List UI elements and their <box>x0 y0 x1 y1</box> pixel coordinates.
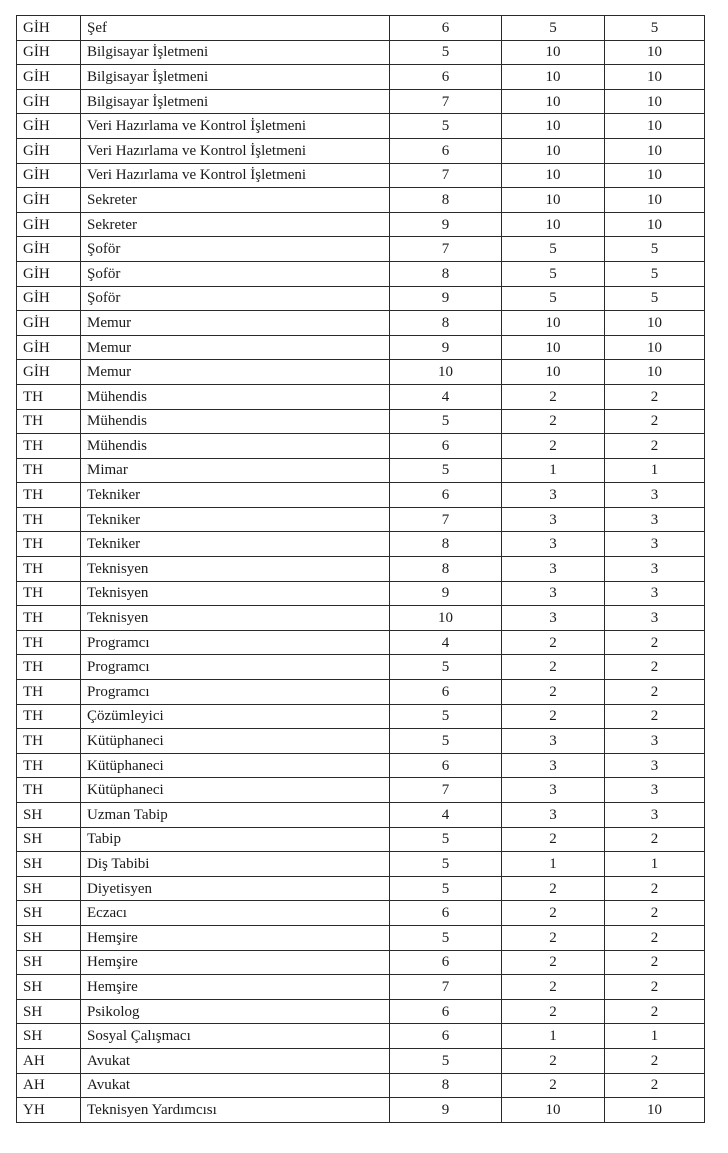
table-row <box>17 1024 705 1049</box>
table-row <box>17 827 705 852</box>
grade-cell: 8 <box>390 188 502 213</box>
service-class-cell: TH <box>17 581 81 606</box>
count-a-cell: 3 <box>502 557 605 582</box>
service-class-cell: TH <box>17 434 81 459</box>
service-class-cell: TH <box>17 483 81 508</box>
count-b-cell: 2 <box>605 999 705 1024</box>
count-b-cell: 1 <box>605 852 705 877</box>
service-class-cell: GİH <box>17 188 81 213</box>
title-cell: Hemşire <box>81 950 390 975</box>
service-class-cell: GİH <box>17 335 81 360</box>
table-row <box>17 950 705 975</box>
title-cell: Tekniker <box>81 507 390 532</box>
grade-cell: 7 <box>390 163 502 188</box>
count-a-cell: 1 <box>502 458 605 483</box>
table-row <box>17 335 705 360</box>
count-a-cell: 10 <box>502 212 605 237</box>
title-cell: Veri Hazırlama ve Kontrol İşletmeni <box>81 114 390 139</box>
grade-cell: 5 <box>390 458 502 483</box>
grade-cell: 4 <box>390 630 502 655</box>
grade-cell: 4 <box>390 384 502 409</box>
title-cell: Avukat <box>81 1073 390 1098</box>
title-cell: Bilgisayar İşletmeni <box>81 40 390 65</box>
title-cell: Teknisyen <box>81 557 390 582</box>
count-b-cell: 3 <box>605 606 705 631</box>
table-row <box>17 483 705 508</box>
grade-cell: 7 <box>390 89 502 114</box>
grade-cell: 9 <box>390 335 502 360</box>
service-class-cell: GİH <box>17 163 81 188</box>
count-b-cell: 10 <box>605 40 705 65</box>
service-class-cell: TH <box>17 507 81 532</box>
count-a-cell: 2 <box>502 876 605 901</box>
service-class-cell: GİH <box>17 360 81 385</box>
title-cell: Bilgisayar İşletmeni <box>81 89 390 114</box>
count-b-cell: 3 <box>605 532 705 557</box>
title-cell: Şef <box>81 16 390 41</box>
table-row <box>17 975 705 1000</box>
title-cell: Çözümleyici <box>81 704 390 729</box>
count-b-cell: 3 <box>605 483 705 508</box>
grade-cell: 6 <box>390 1024 502 1049</box>
table-row <box>17 704 705 729</box>
grade-cell: 7 <box>390 975 502 1000</box>
service-class-cell: GİH <box>17 286 81 311</box>
grade-cell: 8 <box>390 311 502 336</box>
count-b-cell: 2 <box>605 827 705 852</box>
service-class-cell: TH <box>17 606 81 631</box>
count-a-cell: 10 <box>502 335 605 360</box>
count-a-cell: 3 <box>502 532 605 557</box>
count-b-cell: 1 <box>605 1024 705 1049</box>
service-class-cell: GİH <box>17 114 81 139</box>
grade-cell: 6 <box>390 483 502 508</box>
table-row <box>17 876 705 901</box>
title-cell: Memur <box>81 360 390 385</box>
count-b-cell: 10 <box>605 188 705 213</box>
title-cell: Teknisyen <box>81 606 390 631</box>
service-class-cell: YH <box>17 1098 81 1123</box>
grade-cell: 5 <box>390 40 502 65</box>
title-cell: Tabip <box>81 827 390 852</box>
count-a-cell: 2 <box>502 384 605 409</box>
count-a-cell: 2 <box>502 950 605 975</box>
count-b-cell: 5 <box>605 16 705 41</box>
title-cell: Eczacı <box>81 901 390 926</box>
title-cell: Şoför <box>81 237 390 262</box>
count-a-cell: 2 <box>502 827 605 852</box>
service-class-cell: GİH <box>17 138 81 163</box>
service-class-cell: GİH <box>17 65 81 90</box>
grade-cell: 6 <box>390 753 502 778</box>
service-class-cell: TH <box>17 778 81 803</box>
title-cell: Teknisyen <box>81 581 390 606</box>
count-a-cell: 1 <box>502 1024 605 1049</box>
count-a-cell: 10 <box>502 40 605 65</box>
grade-cell: 9 <box>390 286 502 311</box>
grade-cell: 6 <box>390 680 502 705</box>
grade-cell: 8 <box>390 261 502 286</box>
table-row <box>17 680 705 705</box>
title-cell: Tekniker <box>81 532 390 557</box>
title-cell: Mühendis <box>81 409 390 434</box>
title-cell: Mühendis <box>81 384 390 409</box>
count-b-cell: 10 <box>605 163 705 188</box>
table-row <box>17 581 705 606</box>
count-a-cell: 2 <box>502 704 605 729</box>
grade-cell: 5 <box>390 925 502 950</box>
table-row <box>17 901 705 926</box>
count-b-cell: 2 <box>605 876 705 901</box>
grade-cell: 6 <box>390 65 502 90</box>
count-a-cell: 10 <box>502 311 605 336</box>
title-cell: Mimar <box>81 458 390 483</box>
service-class-cell: TH <box>17 630 81 655</box>
count-b-cell: 2 <box>605 975 705 1000</box>
grade-cell: 6 <box>390 138 502 163</box>
table-row <box>17 188 705 213</box>
grade-cell: 10 <box>390 360 502 385</box>
count-a-cell: 2 <box>502 680 605 705</box>
grade-cell: 9 <box>390 581 502 606</box>
service-class-cell: TH <box>17 753 81 778</box>
service-class-cell: SH <box>17 999 81 1024</box>
title-cell: Veri Hazırlama ve Kontrol İşletmeni <box>81 138 390 163</box>
table-row <box>17 138 705 163</box>
table-row <box>17 729 705 754</box>
grade-cell: 6 <box>390 950 502 975</box>
table-row <box>17 163 705 188</box>
count-b-cell: 2 <box>605 1048 705 1073</box>
table-row <box>17 507 705 532</box>
count-b-cell: 3 <box>605 803 705 828</box>
count-b-cell: 2 <box>605 1073 705 1098</box>
table-row <box>17 434 705 459</box>
service-class-cell: GİH <box>17 89 81 114</box>
title-cell: Sekreter <box>81 212 390 237</box>
service-class-cell: TH <box>17 704 81 729</box>
count-a-cell: 1 <box>502 852 605 877</box>
service-class-cell: AH <box>17 1048 81 1073</box>
grade-cell: 7 <box>390 237 502 262</box>
count-a-cell: 5 <box>502 286 605 311</box>
count-a-cell: 2 <box>502 975 605 1000</box>
table-row <box>17 114 705 139</box>
grade-cell: 7 <box>390 778 502 803</box>
count-b-cell: 3 <box>605 778 705 803</box>
count-b-cell: 10 <box>605 212 705 237</box>
grade-cell: 5 <box>390 852 502 877</box>
service-class-cell: GİH <box>17 311 81 336</box>
count-a-cell: 5 <box>502 237 605 262</box>
title-cell: Teknisyen Yardımcısı <box>81 1098 390 1123</box>
table-row <box>17 999 705 1024</box>
title-cell: Şoför <box>81 286 390 311</box>
count-a-cell: 2 <box>502 1048 605 1073</box>
title-cell: Diş Tabibi <box>81 852 390 877</box>
count-b-cell: 2 <box>605 901 705 926</box>
service-class-cell: TH <box>17 409 81 434</box>
count-b-cell: 10 <box>605 1098 705 1123</box>
title-cell: Kütüphaneci <box>81 729 390 754</box>
grade-cell: 4 <box>390 803 502 828</box>
service-class-cell: GİH <box>17 16 81 41</box>
count-a-cell: 10 <box>502 138 605 163</box>
service-class-cell: SH <box>17 901 81 926</box>
title-cell: Programcı <box>81 630 390 655</box>
count-b-cell: 2 <box>605 434 705 459</box>
title-cell: Diyetisyen <box>81 876 390 901</box>
service-class-cell: SH <box>17 950 81 975</box>
service-class-cell: AH <box>17 1073 81 1098</box>
grade-cell: 5 <box>390 876 502 901</box>
count-b-cell: 5 <box>605 261 705 286</box>
grade-cell: 6 <box>390 901 502 926</box>
table-row <box>17 655 705 680</box>
title-cell: Kütüphaneci <box>81 753 390 778</box>
grade-cell: 6 <box>390 999 502 1024</box>
table-row <box>17 630 705 655</box>
grade-cell: 6 <box>390 16 502 41</box>
service-class-cell: TH <box>17 557 81 582</box>
count-a-cell: 3 <box>502 729 605 754</box>
count-b-cell: 10 <box>605 335 705 360</box>
service-class-cell: TH <box>17 729 81 754</box>
grade-cell: 5 <box>390 704 502 729</box>
service-class-cell: GİH <box>17 40 81 65</box>
service-class-cell: TH <box>17 680 81 705</box>
title-cell: Hemşire <box>81 925 390 950</box>
table-row <box>17 237 705 262</box>
count-b-cell: 3 <box>605 753 705 778</box>
count-a-cell: 10 <box>502 1098 605 1123</box>
count-b-cell: 3 <box>605 557 705 582</box>
grade-cell: 5 <box>390 827 502 852</box>
count-b-cell: 2 <box>605 409 705 434</box>
service-class-cell: GİH <box>17 237 81 262</box>
count-a-cell: 2 <box>502 1073 605 1098</box>
table-row <box>17 261 705 286</box>
count-a-cell: 10 <box>502 163 605 188</box>
table-row <box>17 1073 705 1098</box>
title-cell: Programcı <box>81 680 390 705</box>
table-row <box>17 925 705 950</box>
grade-cell: 10 <box>390 606 502 631</box>
grade-cell: 7 <box>390 507 502 532</box>
table-row <box>17 458 705 483</box>
table-row <box>17 212 705 237</box>
count-a-cell: 10 <box>502 188 605 213</box>
count-b-cell: 2 <box>605 655 705 680</box>
service-class-cell: GİH <box>17 212 81 237</box>
service-class-cell: TH <box>17 532 81 557</box>
count-b-cell: 2 <box>605 680 705 705</box>
count-a-cell: 10 <box>502 360 605 385</box>
title-cell: Sosyal Çalışmacı <box>81 1024 390 1049</box>
title-cell: Tekniker <box>81 483 390 508</box>
count-b-cell: 10 <box>605 138 705 163</box>
count-a-cell: 3 <box>502 483 605 508</box>
table-row <box>17 1048 705 1073</box>
grade-cell: 5 <box>390 114 502 139</box>
title-cell: Avukat <box>81 1048 390 1073</box>
title-cell: Hemşire <box>81 975 390 1000</box>
title-cell: Mühendis <box>81 434 390 459</box>
count-b-cell: 10 <box>605 65 705 90</box>
grade-cell: 8 <box>390 532 502 557</box>
table-row <box>17 803 705 828</box>
grade-cell: 5 <box>390 655 502 680</box>
table-row <box>17 65 705 90</box>
grade-cell: 9 <box>390 1098 502 1123</box>
count-b-cell: 10 <box>605 89 705 114</box>
service-class-cell: SH <box>17 876 81 901</box>
count-b-cell: 10 <box>605 114 705 139</box>
service-class-cell: SH <box>17 852 81 877</box>
grade-cell: 5 <box>390 1048 502 1073</box>
table-row <box>17 532 705 557</box>
count-a-cell: 2 <box>502 901 605 926</box>
service-class-cell: TH <box>17 655 81 680</box>
title-cell: Psikolog <box>81 999 390 1024</box>
table-row <box>17 40 705 65</box>
grade-cell: 8 <box>390 557 502 582</box>
count-b-cell: 3 <box>605 581 705 606</box>
count-a-cell: 2 <box>502 925 605 950</box>
title-cell: Programcı <box>81 655 390 680</box>
count-a-cell: 5 <box>502 261 605 286</box>
table-row <box>17 753 705 778</box>
service-class-cell: GİH <box>17 261 81 286</box>
title-cell: Kütüphaneci <box>81 778 390 803</box>
count-a-cell: 5 <box>502 16 605 41</box>
title-cell: Sekreter <box>81 188 390 213</box>
count-a-cell: 3 <box>502 606 605 631</box>
table-row <box>17 16 705 41</box>
count-b-cell: 2 <box>605 384 705 409</box>
table-row <box>17 311 705 336</box>
count-b-cell: 2 <box>605 950 705 975</box>
table-row <box>17 89 705 114</box>
count-b-cell: 2 <box>605 630 705 655</box>
count-b-cell: 2 <box>605 704 705 729</box>
table-row <box>17 778 705 803</box>
staff-position-table <box>16 15 705 1123</box>
count-b-cell: 2 <box>605 925 705 950</box>
service-class-cell: TH <box>17 458 81 483</box>
count-a-cell: 3 <box>502 753 605 778</box>
count-a-cell: 2 <box>502 409 605 434</box>
table-row <box>17 286 705 311</box>
count-a-cell: 2 <box>502 434 605 459</box>
title-cell: Şoför <box>81 261 390 286</box>
count-a-cell: 3 <box>502 803 605 828</box>
count-b-cell: 10 <box>605 311 705 336</box>
service-class-cell: TH <box>17 384 81 409</box>
title-cell: Veri Hazırlama ve Kontrol İşletmeni <box>81 163 390 188</box>
count-b-cell: 3 <box>605 507 705 532</box>
count-a-cell: 2 <box>502 630 605 655</box>
table-body <box>17 16 705 1123</box>
count-a-cell: 2 <box>502 999 605 1024</box>
table-row <box>17 384 705 409</box>
table-row <box>17 852 705 877</box>
grade-cell: 8 <box>390 1073 502 1098</box>
title-cell: Memur <box>81 311 390 336</box>
table-row <box>17 409 705 434</box>
table-row <box>17 360 705 385</box>
grade-cell: 6 <box>390 434 502 459</box>
count-b-cell: 10 <box>605 360 705 385</box>
document-page <box>16 15 704 1123</box>
grade-cell: 5 <box>390 729 502 754</box>
service-class-cell: SH <box>17 803 81 828</box>
count-a-cell: 10 <box>502 89 605 114</box>
count-a-cell: 2 <box>502 655 605 680</box>
count-a-cell: 3 <box>502 778 605 803</box>
table-row <box>17 557 705 582</box>
title-cell: Uzman Tabip <box>81 803 390 828</box>
title-cell: Bilgisayar İşletmeni <box>81 65 390 90</box>
service-class-cell: SH <box>17 925 81 950</box>
grade-cell: 5 <box>390 409 502 434</box>
table-row <box>17 1098 705 1123</box>
service-class-cell: SH <box>17 975 81 1000</box>
count-a-cell: 10 <box>502 114 605 139</box>
service-class-cell: SH <box>17 827 81 852</box>
title-cell: Memur <box>81 335 390 360</box>
count-b-cell: 5 <box>605 286 705 311</box>
count-a-cell: 10 <box>502 65 605 90</box>
count-a-cell: 3 <box>502 507 605 532</box>
count-b-cell: 1 <box>605 458 705 483</box>
service-class-cell: SH <box>17 1024 81 1049</box>
table-row <box>17 606 705 631</box>
count-b-cell: 5 <box>605 237 705 262</box>
grade-cell: 9 <box>390 212 502 237</box>
count-b-cell: 3 <box>605 729 705 754</box>
count-a-cell: 3 <box>502 581 605 606</box>
